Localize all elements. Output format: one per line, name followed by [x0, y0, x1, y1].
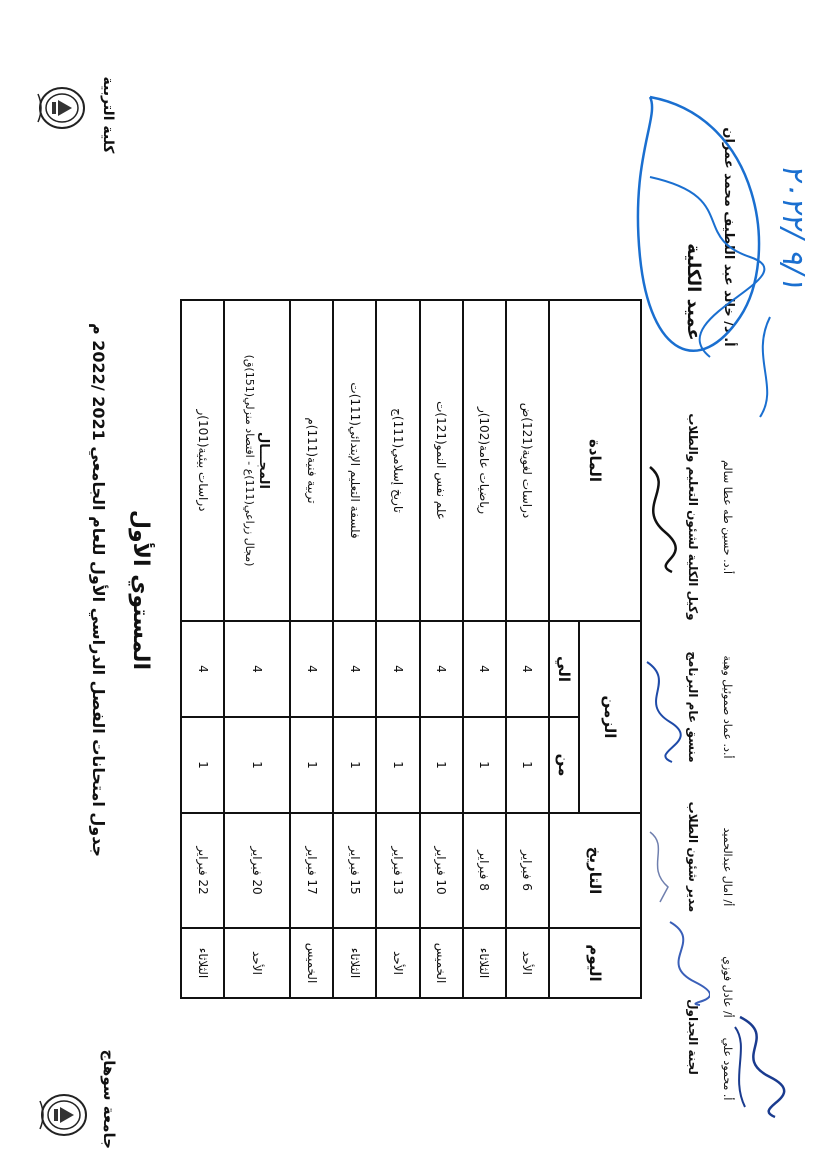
coordinator-title: منسق عام البرنامج — [686, 651, 700, 763]
dean-name: أ. د/ خالد عبد اللطيف محمد عمران — [721, 127, 736, 347]
cell-day: الأحد — [224, 928, 290, 998]
table-row — [420, 300, 463, 998]
table-row — [181, 300, 224, 998]
header-day: اليوم — [549, 928, 641, 998]
exam-schedule-table — [180, 299, 642, 999]
cell-date: 6 فبراير — [506, 813, 549, 928]
cell-from: 1 — [333, 717, 376, 813]
university-seal-icon — [34, 1091, 90, 1139]
cell-to: 4 — [506, 621, 549, 717]
cell-day: الأحد — [376, 928, 419, 998]
cell-date: 10 فبراير — [420, 813, 463, 928]
cell-to: 4 — [420, 621, 463, 717]
cell-day: الخميس — [290, 928, 333, 998]
header-to: الي — [549, 621, 579, 717]
table-row — [333, 300, 376, 998]
committee-member-2: أ/ عادل فوزي — [721, 956, 734, 1018]
cell-to: 4 — [376, 621, 419, 717]
coordinator-name: أ.د. عماد صموئيل وهبة — [721, 655, 734, 759]
cell-from: 1 — [290, 717, 333, 813]
faculty-seal-icon — [32, 84, 88, 132]
cell-subject: فلسفة التعليم الإبتدائي(111)ت — [333, 300, 376, 621]
vice-dean-title: وكيل الكلية لشئون التعليم والطلاب — [686, 413, 700, 621]
university-name: جامعة سوهاج — [100, 1049, 118, 1149]
level-title: المستوي الأول — [128, 509, 153, 671]
cell-to: 4 — [224, 621, 290, 717]
cell-subject: دراسات بيئية(101)ر — [181, 300, 224, 621]
cell-from: 1 — [224, 717, 290, 813]
cell-day: الثلاثاء — [181, 928, 224, 998]
table-row — [506, 300, 549, 998]
table-row — [463, 300, 506, 998]
committee-member-1: أ. محمود علي — [721, 1037, 734, 1101]
cell-subject: تاريخ إسلامي(111)ج — [376, 300, 419, 621]
student-affairs-signature-icon — [640, 827, 680, 907]
cell-date: 20 فبراير — [224, 813, 290, 928]
subject-field-note: (مجال زراعي(111)ع - اقتصاد منزلي(151)ق) — [243, 354, 257, 567]
cell-date: 8 فبراير — [463, 813, 506, 928]
cell-subject: علم نفس النمو(121)ت — [420, 300, 463, 621]
header-date: التاريخ — [549, 813, 641, 928]
cell-subject: تربية فنية(111)م — [290, 300, 333, 621]
page-title: جدول امتحانات الفصل الدراسي الأول للعام الجامعي 2021 /2022 م — [89, 322, 108, 858]
cell-subject: دراسات لغوية(121)ض — [506, 300, 549, 621]
cell-from: 1 — [420, 717, 463, 813]
student-affairs-name: أ/ امال عبدالحميد — [721, 827, 734, 907]
cell-to: 4 — [181, 621, 224, 717]
table-row — [290, 300, 333, 998]
cell-to: 4 — [463, 621, 506, 717]
header-time: الزمن — [579, 621, 641, 813]
table-row — [376, 300, 419, 998]
table-row — [224, 300, 290, 998]
cell-from: 1 — [376, 717, 419, 813]
cell-date: 17 فبراير — [290, 813, 333, 928]
cell-subject — [224, 300, 290, 621]
university-logo — [34, 1091, 90, 1139]
faculty-logo — [32, 84, 88, 132]
header-subject: المادة — [549, 300, 641, 621]
cell-day: الأحد — [506, 928, 549, 998]
student-affairs-title: مدير شئون الطلاب — [686, 801, 700, 913]
committee-title: لجنة الجداول — [686, 999, 700, 1075]
cell-from: 1 — [463, 717, 506, 813]
faculty-name: كلية التربية — [100, 76, 116, 154]
handwritten-date: ٩/١ /٢٠٢٢ — [775, 163, 810, 291]
cell-date: 15 فبراير — [333, 813, 376, 928]
cell-day: الخميس — [420, 928, 463, 998]
cell-day: الثلاثاء — [333, 928, 376, 998]
cell-from: 1 — [181, 717, 224, 813]
cell-subject: رياضيات عامة(102)ر — [463, 300, 506, 621]
dean-title: عميد الكلية — [683, 243, 704, 341]
cell-to: 4 — [290, 621, 333, 717]
cell-day: الثلاثاء — [463, 928, 506, 998]
header-from: من — [549, 717, 579, 813]
vice-dean-name: أ.د. حسين طه عطا سالم — [721, 459, 734, 575]
cell-from: 1 — [506, 717, 549, 813]
cell-date: 13 فبراير — [376, 813, 419, 928]
cell-date: 22 فبراير — [181, 813, 224, 928]
cell-to: 4 — [333, 621, 376, 717]
subject-field-label: المجـــال — [256, 432, 272, 489]
admin-signature-icon — [650, 917, 710, 1007]
